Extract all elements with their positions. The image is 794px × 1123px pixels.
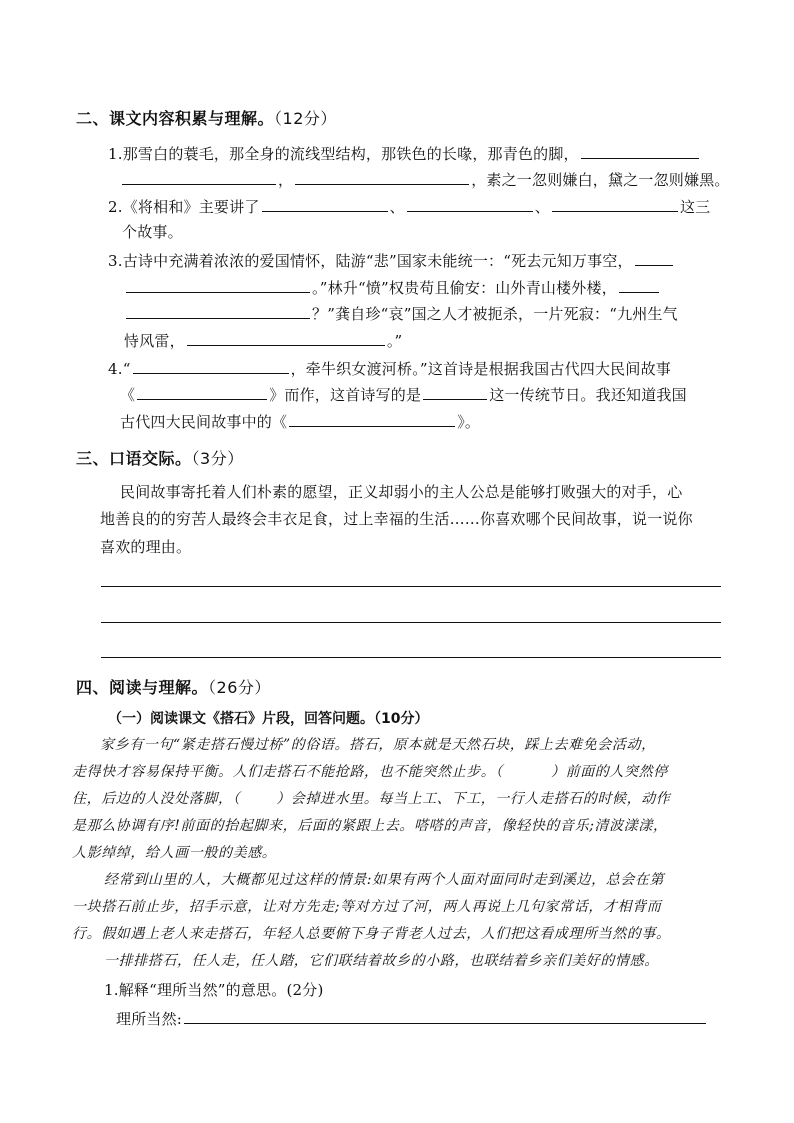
q-number: 3. xyxy=(108,252,123,270)
q-text: 《 xyxy=(120,386,136,404)
q-text: 这三 xyxy=(679,198,711,216)
q-text: 那雪白的蓑毛，那全身的流线型结构，那铁色的长喙，那青色的脚， xyxy=(122,145,579,163)
passage-line: 一排排搭石，任人走，任人踏，它们联结着故乡的小路，也联结着乡亲们美好的情感。 xyxy=(104,953,659,969)
answer-line[interactable] xyxy=(101,586,721,587)
question-2-3-line-4 xyxy=(124,327,402,354)
answer-label: 理所当然: xyxy=(116,1010,183,1028)
answer-line[interactable] xyxy=(101,622,721,623)
passage-line: 行。假如遇上老人来走搭石，年轻人总要俯下身子背老人过去，人们把这看成理所当然的事。 xyxy=(72,926,671,942)
answer-blank[interactable] xyxy=(133,355,289,374)
passage-line: 一块搭石前止步，招手示意，让对方先走;等对方过了河，两人再说上几句家常话，才相背而 xyxy=(72,899,662,915)
q-text: 个故事。 xyxy=(122,223,183,241)
question-2-2-line-1 xyxy=(108,193,710,220)
answer-blank[interactable] xyxy=(552,193,678,212)
q-text: 》。 xyxy=(457,413,481,431)
q-number: 4. xyxy=(108,360,123,378)
section-4-title xyxy=(76,675,271,698)
section-3-paragraph-line-1: 民间故事寄托着人们朴素的愿望，正义却弱小的主人公总是能够打败强大的对手，心 xyxy=(120,483,683,501)
passage-line: 家乡有一句“紧走搭石慢过桥”的俗语。搭石，原本就是天然石块，踩上去难免会活动， xyxy=(100,737,656,753)
passage-line: 是那么协调有序!前面的抬起脚来，后面的紧跟上去。嗒嗒的声音，像轻快的音乐;清波漾漾， xyxy=(72,818,668,834)
question-2-1-line-2 xyxy=(120,166,730,193)
q-number: 2. xyxy=(108,198,123,216)
question-2-4-line-1 xyxy=(108,355,671,382)
reading-1-title: （一）阅读课文《搭石》片段，回答问题。（10分） xyxy=(108,711,429,727)
question-2-2-line-2 xyxy=(122,219,183,245)
answer-blank[interactable] xyxy=(126,300,310,319)
passage-line: 人影绰绰，给人画一般的美感。 xyxy=(72,845,277,861)
passage-text: ）前面的人突然停 xyxy=(551,764,668,780)
answer-blank[interactable] xyxy=(423,381,487,400)
q-text: “ xyxy=(122,360,131,378)
passage-line: 经常到山里的人，大概都见过这样的情景:如果有两个人面对面同时走到溪边，总会在第 xyxy=(104,872,665,888)
q-text: 、 xyxy=(534,198,550,216)
answer-blank[interactable] xyxy=(619,274,659,293)
q-text: 古代四大民间故事中的《 xyxy=(120,413,288,431)
section-3-score: （3分） xyxy=(191,449,244,468)
section-2-title xyxy=(76,106,337,129)
question-2-1-line-1 xyxy=(108,140,701,167)
question-2-3-line-2 xyxy=(124,274,661,301)
q-text: ，牵牛织女渡河桥。”这首诗是根据我国古代四大民间故事 xyxy=(290,360,671,378)
q-text: 》而作，这首诗写的是 xyxy=(269,386,422,404)
passage-line xyxy=(72,786,670,813)
passage-line xyxy=(72,759,668,786)
answer-blank[interactable] xyxy=(262,193,388,212)
q-text: 古诗中充满着浓浓的爱国情怀，陆游“悲”国家未能统一：“死去元知万事空， xyxy=(122,252,633,270)
answer-blank[interactable] xyxy=(126,274,310,293)
q-text: 《将相和》主要讲了 xyxy=(122,198,260,216)
q-text: ？”龚自珍“哀”国之人才被扼杀，一片死寂：“九州生气 xyxy=(312,305,678,323)
answer-blank[interactable] xyxy=(184,1005,706,1024)
answer-blank[interactable] xyxy=(295,166,469,185)
q-text: ， xyxy=(278,171,294,189)
q-text: 这一传统节日。我还知道我国 xyxy=(489,386,687,404)
answer-blank[interactable] xyxy=(137,381,267,400)
section-4-score: （26分） xyxy=(208,678,271,697)
reading-question-1: 1.解释“理所当然”的意思。(2分) xyxy=(104,981,324,999)
question-2-4-line-3 xyxy=(120,408,480,435)
section-3-paragraph-line-2: 地善良的的穷苦人最终会丰衣足食，过上幸福的生活……你喜欢哪个民间故事，说一说你 xyxy=(100,510,693,528)
passage-text: 走得快才容易保持平衡。人们走搭石不能抢路，也不能突然止步。（ xyxy=(72,764,503,780)
answer-line[interactable] xyxy=(101,657,721,658)
section-3-title xyxy=(76,446,244,469)
q-text: 。” xyxy=(386,332,403,350)
answer-blank[interactable] xyxy=(122,166,276,185)
question-2-3-line-3 xyxy=(124,300,678,327)
answer-blank[interactable] xyxy=(581,140,699,159)
passage-text: ）会掉进水里。每当上工、下工，一行人走搭石的时候，动作 xyxy=(276,791,671,807)
section-4-heading: 四、阅读与理解。 xyxy=(76,678,209,697)
section-3-paragraph-line-3: 喜欢的理由。 xyxy=(100,538,192,556)
q-text: 恃风雷， xyxy=(124,332,185,350)
q-number: 1. xyxy=(108,145,123,163)
answer-blank[interactable] xyxy=(635,247,673,266)
answer-blank[interactable] xyxy=(289,408,455,427)
reading-question-1-answer-row xyxy=(116,1005,708,1032)
section-2-score: （12分） xyxy=(274,109,337,128)
section-2-heading: 二、课文内容积累与理解。 xyxy=(76,109,275,128)
passage-text: 住，后边的人没处落脚，（ xyxy=(72,791,241,807)
question-2-3-line-1 xyxy=(108,247,675,274)
q-text: ，素之一忽则嫌白，黛之一忽则嫌黑。 xyxy=(471,171,730,189)
section-3-heading: 三、口语交际。 xyxy=(76,449,192,468)
q-text: 。”林升“愤”权贵苟且偷安：山外青山楼外楼， xyxy=(312,279,617,297)
answer-blank[interactable] xyxy=(187,327,385,346)
answer-blank[interactable] xyxy=(407,193,533,212)
question-2-4-line-2 xyxy=(120,381,687,408)
q-text: 、 xyxy=(389,198,405,216)
